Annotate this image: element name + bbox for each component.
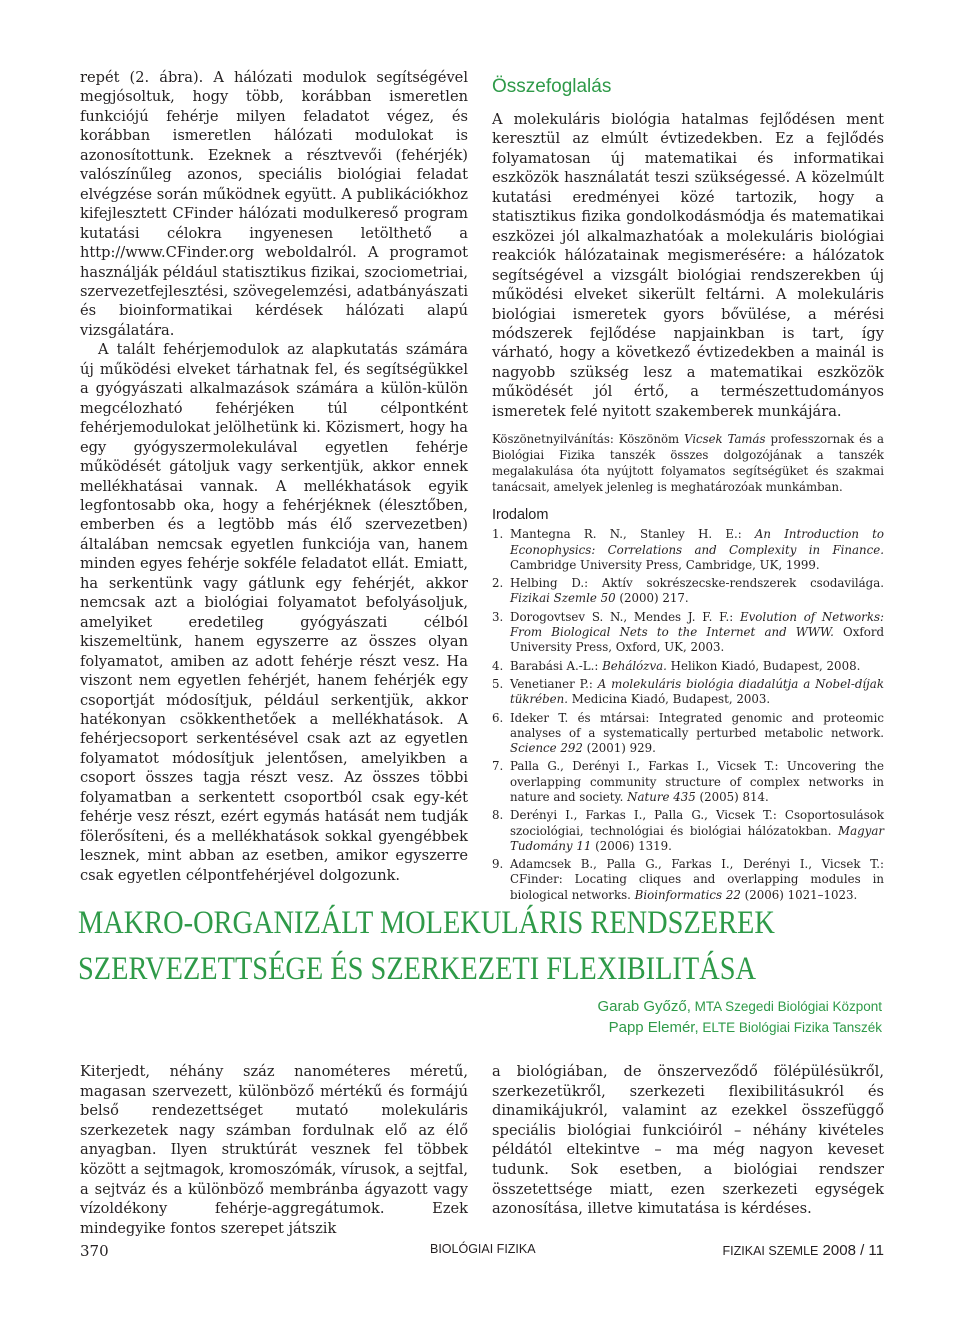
reference-text [510, 677, 884, 708]
summary-title: Összefoglalás [492, 76, 612, 97]
article-title-line-1: MAKRO-ORGANIZÁLT MOLEKULÁRIS RENDSZEREK [78, 905, 775, 941]
reference-item [492, 659, 884, 674]
reference-italic: Science 292 [510, 741, 583, 756]
author-2-name: Papp Elemér, [608, 1019, 699, 1036]
reference-item [492, 759, 884, 805]
reference-part: Palla G., Derényi I., Farkas I., Vicsek T.: Uncovering the overlapping community structure of complex networks in nature and society. [510, 759, 884, 804]
issue-number: 2008 / 11 [818, 1242, 884, 1259]
reference-part: Medicina Kiadó, Budapest, 2003. [568, 692, 771, 707]
reference-number: 6. [492, 710, 504, 725]
left-column [80, 68, 468, 885]
article-intro-left: Kiterjedt, néhány száz nanométeres méretű, magasan szervezett, különböző mértékű és formájú belső rendezettséget mutató molekuláris szerkezetek nagy számban fordulnak elő az élő anyagban. Ilyen struktúrát vesznek fel többek között a sejtmagok, kromoszómák, vírusok, a sejtfal, a sejtváz és a különböző membránba ágyazott vagy vízoldékony fehérje-aggregátumok. Ezek mindegyike fontos szerepet játszik [80, 1063, 468, 1237]
reference-part: Helikon Kiadó, Budapest, 2008. [666, 658, 861, 673]
reference-italic: Magyar Tudomány 11 [510, 823, 884, 853]
section-name: BIOLÓGIAI FIZIKA [430, 1242, 536, 1256]
reference-number: 5. [492, 676, 504, 691]
reference-item [492, 808, 884, 854]
reference-number: 1. [492, 527, 504, 542]
reference-part: (2000) 217. [615, 591, 689, 606]
reference-item [492, 677, 884, 708]
reference-part: Oxford University Press, Oxford, UK, 2003. [510, 625, 885, 655]
reference-number: 8. [492, 808, 504, 823]
reference-part: Ideker T. és mtársai: Integrated genomic and proteomic analyses of a systematically perturbed metabolic network. [510, 710, 884, 740]
reference-part: (2006) 1021–1023. [740, 887, 858, 902]
reference-number: 2. [492, 576, 504, 591]
left-paragraph-2: A talált fehérjemodulok az alapkutatás számára új működési elveket tárhatnak fel, és segítségükkel a gyógyászati alkalmazások számára a külön-külön megcélozható fehérjéken túl célpontként fehérjemodulokat jelölhetünk ki. Közismert, hogy ha egy gyógyszermolekulával egyetlen fehérje működését gátoljuk vagy serkentjük, akkor ennek mellékhatásai vannak. A mellékhatások egyik legfontosabb oka, hogy a fehérjéknek (élesztőben, emberben és a legtöbb más élő szervezetben) általában nemcsak egyetlen funkciója van, hanem minden egyes fehérje sokféle feladatot ellát. Emiatt, ha serkentünk vagy gátlunk egy fehérjét, akkor nemcsak azt a biológiai folyamatot befolyásoljuk, amelyiket eredetileg gyógyászati célból kiszemeltünk, hanem egyszerre az összes olyan folyamatot, amiben az adott fehérje részt vesz. Ha viszont nem egyetlen fehérjét, hanem fehérjék egy csoportját módosítjuk, például serkentjük, akkor hatékonyan csökkenthetőek a mellékhatások. A fehérjecsoport serkentésével csak azt az egyetlen folyamatot módosítjuk jelentősen, amelyikben a csoport összes tagja részt vesz. Az összes többi folyamatban a serkentett csoportból csak egy-két fehérje vesz részt, ezért egymás hatását nem tudják fölerősíteni, és a mellékhatások sokkal gyengébbek lesznek, mint abban az esetben, amikor egyszerre csak egyetlen célpontfehérjével dolgozunk. [80, 341, 468, 884]
author-1-affiliation: MTA Szegedi Biológiai Központ [690, 999, 882, 1014]
ack-suffix: professzornak és a Biológiai Fizika tanszék összes dolgozójának a tanszék megalakulása óta nyújtott folyamatos segítségüket és szakmai tanácsait, amelyek jelenleg is meghatározóak munkámban. [492, 432, 884, 495]
ack-prefix: Köszönetnyilvánítás: Köszönöm [492, 432, 685, 447]
reference-item [492, 711, 884, 757]
acknowledgement [492, 431, 884, 495]
reference-part: (2001) 929. [582, 741, 656, 756]
left-paragraph-1: repét (2. ábra). A hálózati modulok segítségével megjósoltuk, hogy több, korábban ismeretlen funkciójú fehérje milyen feladatot végez, és korábban ismeretlen hálózati modulokat is azonosítottunk. Ezeknek a résztvevői (fehérjék) valószínűleg azonos, speciális biológiai feladat elvégzése során működnek együtt. A publikációkhoz kifejlesztett CFinder hálózati modulkereső program kutatási célokra ingyenesen letölthető a http://www.CFinder.org weboldalról. A programot használják például statisztikus fizikai, szociometriai, szervezetfejlesztési, szövegelemzési, adatbányászati és bioinformatikai kérdések hálózati alapú vizsgálatára. [80, 69, 468, 339]
page-number: 370 [80, 1242, 109, 1260]
reference-italic: An Introduction to Econophysics: Correlations and Complexity in Finance. [510, 527, 885, 557]
reference-number: 4. [492, 658, 504, 673]
references-title: Irodalom [492, 507, 549, 524]
summary-text: A molekuláris biológia hatalmas fejlődésen ment keresztül az elmúlt évtizedekben. Ez a fejlődés folyamatosan új matematikai és informatikai eszközök használatát teszi szükségessé. A közelmúlt kutatási eredményei közé tartozik, hogy a statisztikus fizika gondolkodásmódja és matematikai eszközei jól alkalmazhatóak a molekuláris biológiai reakciók hálózatainak megismerésére: a hálózatok segítségével a vizsgált biológiai rendszerekben új működési elveket sikerült feltárni. A molekuláris biológiai ismeretek gyors bővülése, a mérési módszerek fejlődése napjainkban is tart, így várható, hogy a következő évtizedekben a mainál is nagyobb szükség lesz a matematikai eszközök működését jól értő, a természettudományos ismeretek felé nyitott szakemberek munkájára. [492, 111, 884, 420]
reference-part: Adamcsek B., Palla G., Farkas I., Derényi I., Vicsek T.: CFinder: Locating cliques and overlapping modules in biological networks. [510, 857, 884, 902]
reference-number: 7. [492, 759, 504, 774]
reference-item [492, 610, 884, 656]
authors [598, 996, 883, 1038]
reference-item [492, 527, 884, 573]
journal-name: FIZIKAI SZEMLE [722, 1244, 819, 1258]
author-2 [598, 1017, 883, 1038]
reference-item [492, 857, 884, 903]
reference-text [510, 527, 884, 573]
references-list [492, 527, 884, 903]
reference-italic: Fizikai Szemle 50 [510, 591, 616, 606]
reference-italic: Behálózva. [602, 658, 667, 673]
article-intro-right: a biológiában, de önszerveződő fölépülésükről, szerkezetükről, szerkezeti flexibilitásukról és dinamikájukról, valamint az ezekkel összefüggő speciális biológiai funkcióiról – néhány kivételes példától eltekintve – ma még nagyon keveset tudunk. Sok esetben, a biológiai rendszer összetettsége miatt, ezen szerkezeti egységek azonosítása, illetve kimutatása is kérdéses. [492, 1063, 884, 1218]
reference-part: Mantegna R. N., Stanley H. E.: [510, 527, 755, 542]
reference-text [510, 759, 884, 805]
reference-part: Venetianer P.: [510, 676, 598, 691]
reference-text [510, 808, 884, 854]
journal-issue [723, 1242, 884, 1259]
reference-part: (2006) 1319. [591, 838, 672, 853]
reference-part: Derényi I., Farkas I., Palla G., Vicsek T.: Csoportosulások szociológiai, technológiai és biológiai hálózatokban. [510, 808, 884, 838]
reference-part: (2005) 814. [695, 790, 769, 804]
reference-text [510, 576, 884, 607]
reference-text [510, 857, 884, 903]
article-title-line-2: SZERVEZETTSÉGE ÉS SZERKEZETI FLEXIBILITÁSA [78, 951, 756, 987]
reference-part: Helbing D.: Aktív sokrészecske-rendszerek csodavilága. [510, 576, 884, 591]
author-2-affiliation: ELTE Biológiai Fizika Tanszék [698, 1020, 882, 1035]
reference-part: Dorogovtsev S. N., Mendes J. F. F.: [510, 609, 740, 624]
reference-italic: Nature 435 [627, 790, 696, 804]
reference-italic: A molekuláris biológia diadalútja a Nobel-díjak tükrében. [510, 676, 884, 707]
reference-italic: Bioinformatics 22 [634, 887, 741, 902]
ack-name: Vicsek Tamás [684, 432, 766, 447]
article-title [78, 900, 918, 992]
reference-text [510, 711, 884, 757]
reference-number: 3. [492, 609, 504, 624]
reference-italic: Evolution of Networks: From Biological Nets to the Internet and WWW. [510, 609, 884, 640]
reference-part: Cambridge University Press, Cambridge, UK, 1999. [510, 557, 820, 572]
reference-number: 9. [492, 857, 504, 872]
reference-item [492, 576, 884, 607]
reference-part: Barabási A.-L.: [510, 658, 603, 673]
right-column [492, 68, 884, 906]
reference-text [510, 610, 884, 656]
author-1-name: Garab Győző, [597, 998, 691, 1015]
reference-text [510, 659, 884, 674]
author-1 [598, 996, 883, 1017]
